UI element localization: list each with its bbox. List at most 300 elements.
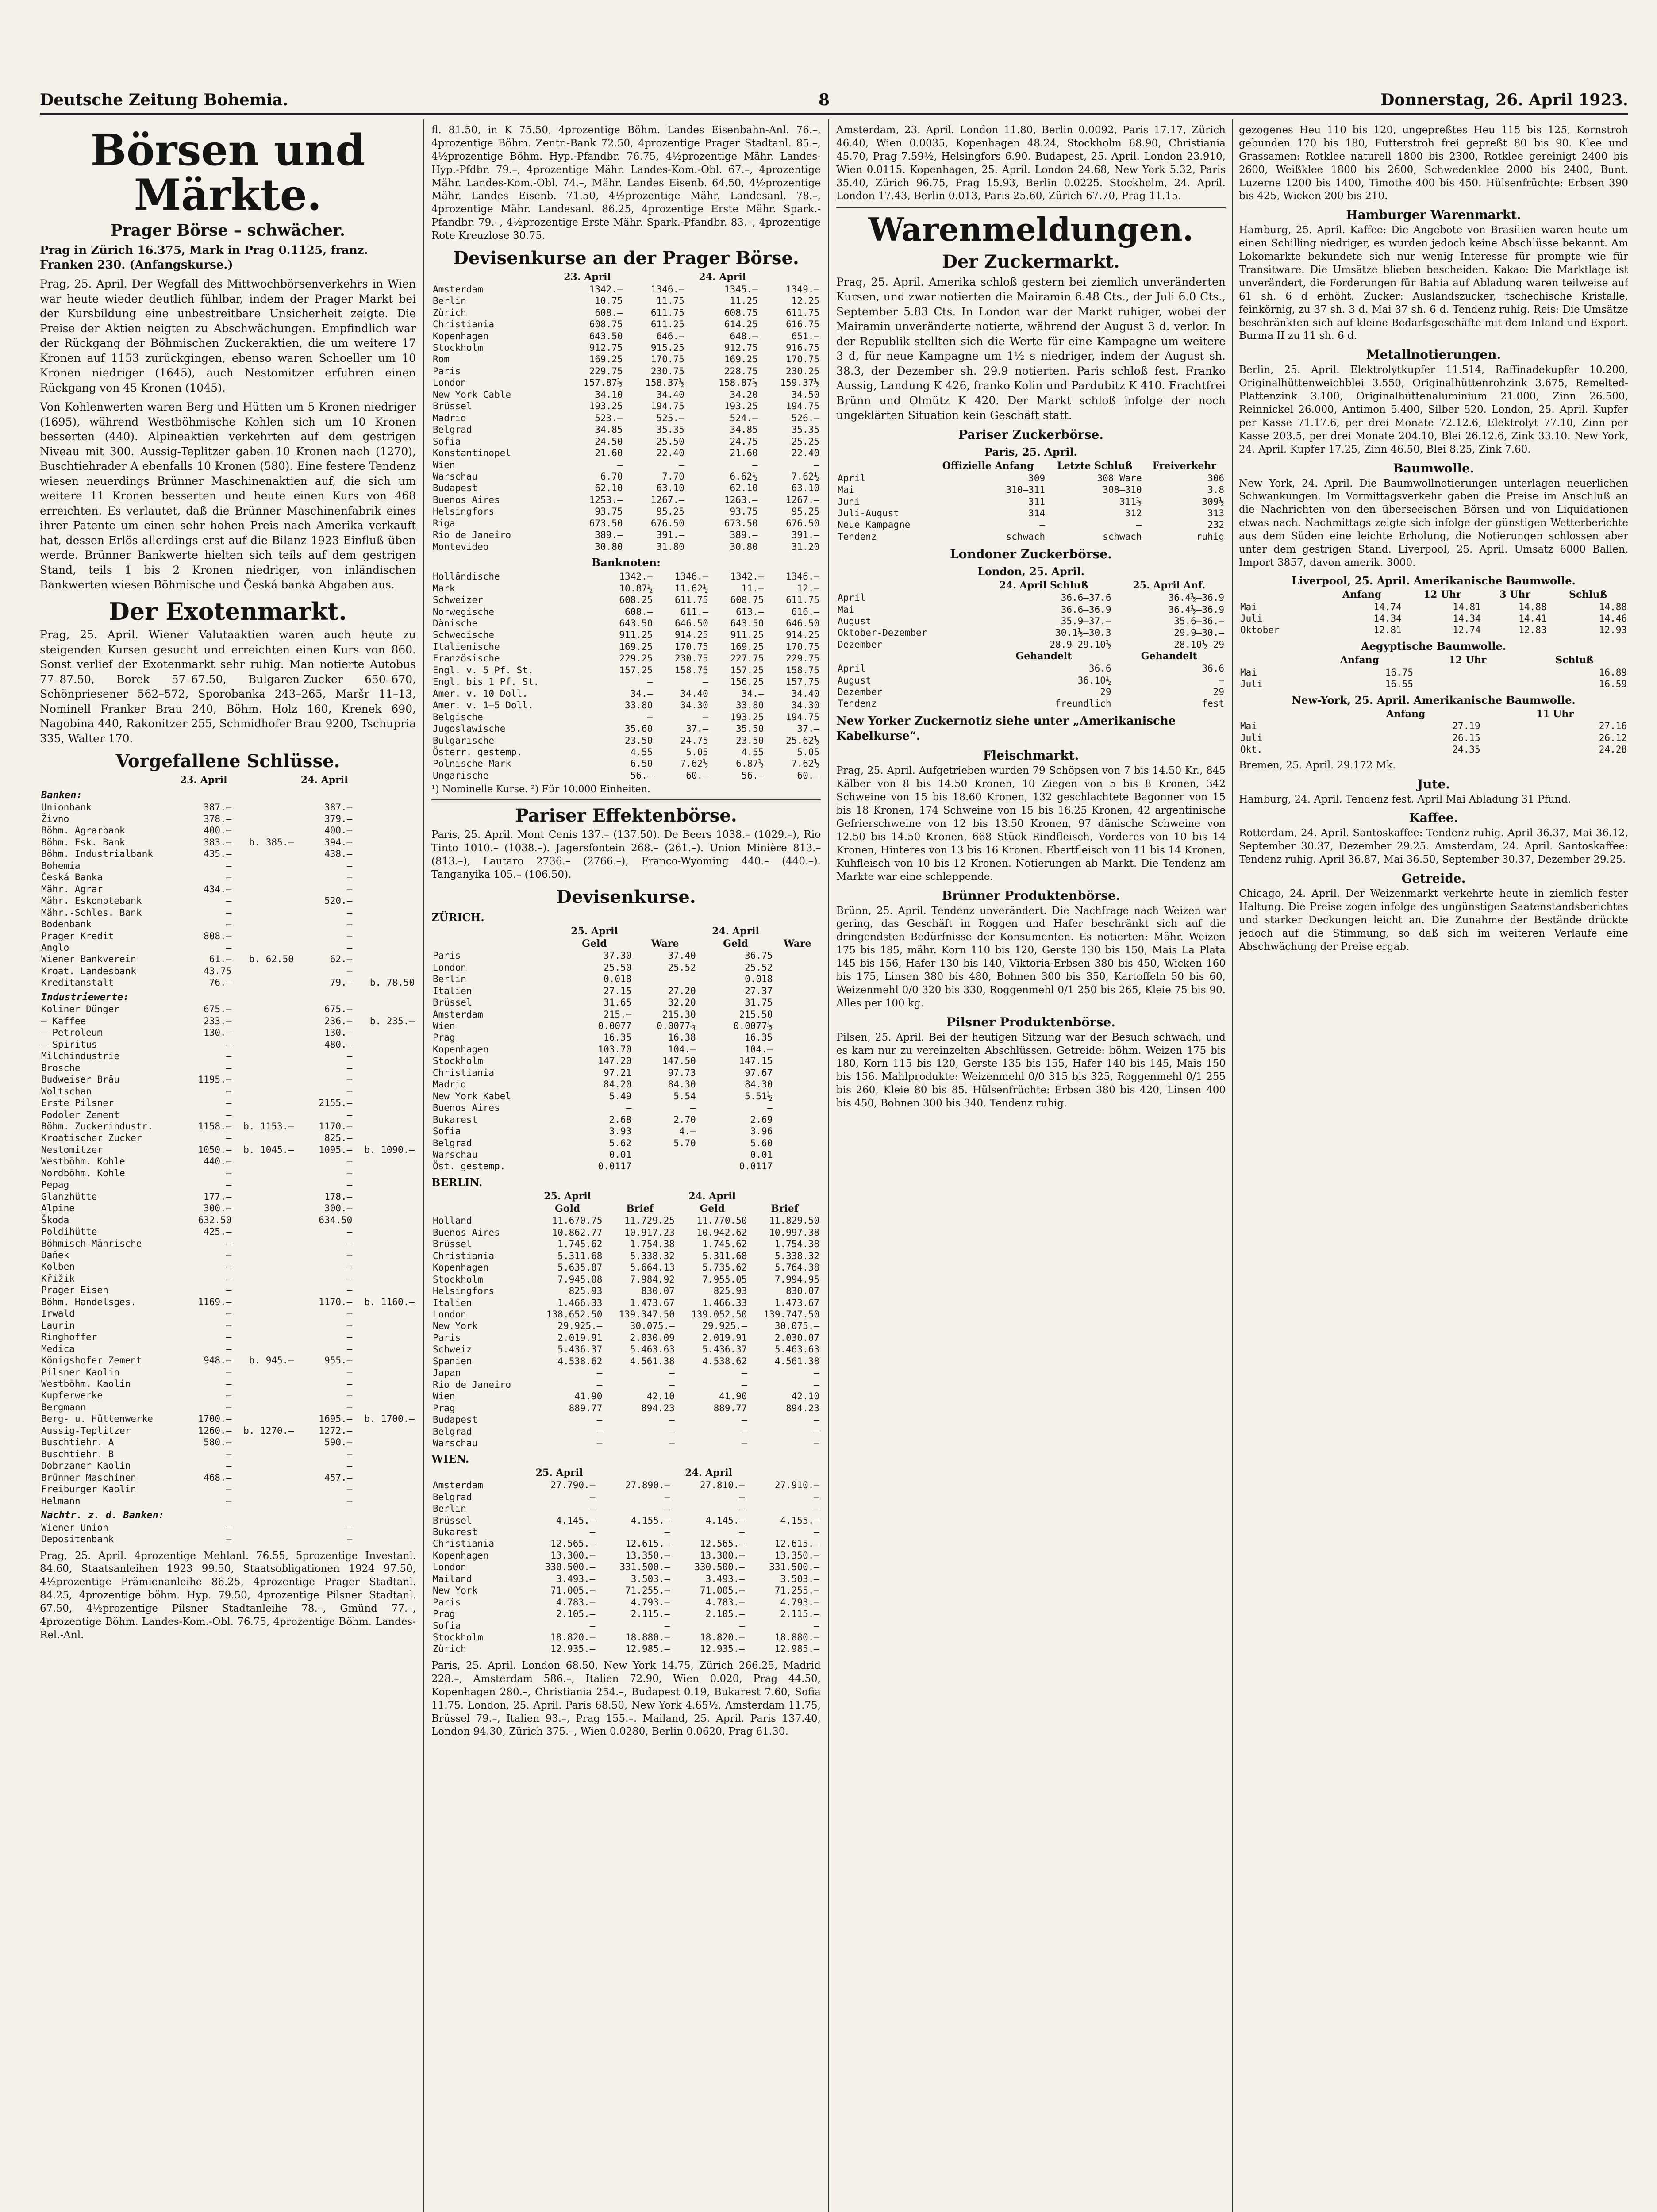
table-cell: 7.984.92 <box>630 1274 675 1285</box>
table-cell <box>354 1179 416 1190</box>
table-cell <box>233 872 295 883</box>
row-label: Königshofer Zement <box>41 1355 142 1366</box>
table-cell: – <box>690 1102 696 1114</box>
table-row <box>431 1297 821 1309</box>
table-cell: – <box>346 1285 353 1296</box>
table-cell <box>774 1044 821 1055</box>
table-cell: 10.942.62 <box>696 1227 747 1238</box>
table-cell: 0.0077½ <box>733 1021 773 1032</box>
pariser-effekten-text: Paris, 25. April. Mont Cenis 137.– (137.50). De Beers 1038.– (1029.–), Rio Tinto 1010.– (1038.–). Jagersfontein 268.– (261.–). Union Minière 813.– (813.–), Lautaro 2736.– (2766.–), Franco-Wyoming 440.– (440.–). Tanganyika 105.– (106.50). <box>431 829 821 880</box>
table-cell: – <box>346 1378 353 1389</box>
table-cell: b. 1270.– <box>243 1425 294 1436</box>
table-cell <box>233 1331 295 1343</box>
table-row <box>40 860 416 872</box>
table-cell: 1095.– <box>319 1144 353 1155</box>
table-cell: – <box>741 1414 747 1425</box>
table-cell: 1267.– <box>650 494 684 505</box>
row-label: London <box>433 962 466 973</box>
table-cell: 5.49 <box>609 1091 632 1102</box>
table-row <box>431 1102 821 1114</box>
table-row <box>1239 613 1628 624</box>
table-cell: – <box>346 1074 353 1085</box>
table-cell: 825.93 <box>569 1286 603 1297</box>
table-cell: freundlich <box>1055 698 1111 709</box>
table-cell: 4.155.– <box>780 1515 819 1526</box>
row-label: Wien <box>433 459 455 470</box>
table-header-row <box>1239 654 1628 667</box>
table-row <box>40 1249 416 1261</box>
table-row <box>431 400 821 412</box>
table-row <box>431 1009 821 1020</box>
table-row <box>431 950 821 961</box>
table-cell: 330.500.– <box>545 1562 596 1573</box>
table-cell: – <box>346 965 353 976</box>
table-cell: 10.917.23 <box>624 1227 675 1238</box>
table-cell <box>354 1355 416 1366</box>
column-header <box>836 580 975 592</box>
table-cell <box>354 965 416 977</box>
table-cell: 308 Ware <box>1097 472 1142 484</box>
row-label: Tendenz <box>838 531 877 542</box>
table-cell: 230.75 <box>674 653 708 664</box>
row-label: Buenos Aires <box>433 1102 500 1114</box>
table-cell: 331.500.– <box>619 1562 670 1573</box>
table-cell: 2.69 <box>750 1114 773 1125</box>
table-cell: 1342.– <box>589 284 623 295</box>
table-cell: – <box>346 1261 353 1272</box>
table-cell: 93.75 <box>730 506 758 517</box>
table-cell: 56.– <box>741 770 764 781</box>
row-label: Italien <box>433 985 472 996</box>
table-cell: – <box>741 1437 747 1448</box>
table-cell: – <box>346 1226 353 1237</box>
table-cell: 1.754.38 <box>630 1239 675 1250</box>
table-cell: 147.15 <box>739 1056 773 1067</box>
table-cell: 56.– <box>630 770 653 781</box>
column-header: 3 Uhr <box>1499 588 1530 600</box>
table-cell: 16.89 <box>1599 667 1627 678</box>
table-cell: 911.25 <box>730 630 764 641</box>
table-cell: 4.538.62 <box>702 1356 747 1367</box>
table-row <box>431 494 821 506</box>
table-row <box>431 307 821 319</box>
devisen-footnote: ¹) Nominelle Kurse. ²) Für 10.000 Einheiten. <box>431 784 650 795</box>
table-cell: 310–311 <box>1006 484 1046 495</box>
table-cell <box>354 1483 416 1495</box>
table-cell: 42.10 <box>791 1391 819 1402</box>
table-cell <box>233 1261 295 1272</box>
table-cell: 13.300.– <box>550 1550 596 1561</box>
column-header <box>1239 589 1321 601</box>
table-cell: – <box>814 1426 819 1437</box>
table-row <box>431 365 821 377</box>
table-cell: 16.35 <box>745 1032 773 1043</box>
row-label: Schweiz <box>433 1344 472 1355</box>
table-cell: 71.005.– <box>700 1585 745 1596</box>
row-label: Berlin <box>433 1503 466 1514</box>
column-header: 25. April <box>544 1190 592 1202</box>
devisen-prag-table <box>431 271 821 553</box>
table-row <box>40 1132 416 1144</box>
table-cell <box>774 1020 821 1032</box>
table-cell: 1050.– <box>198 1144 232 1155</box>
table-row <box>836 507 1226 519</box>
table-cell <box>233 1378 295 1390</box>
table-cell: b. 78.50 <box>369 977 415 988</box>
table-cell <box>233 825 295 836</box>
table-row <box>40 942 416 953</box>
table-cell <box>354 872 416 883</box>
table-row <box>40 1214 416 1226</box>
table-cell: 468.– <box>204 1472 232 1483</box>
table-row <box>431 1091 821 1102</box>
table-cell: – <box>226 895 232 906</box>
table-cell: 616.75 <box>786 319 819 330</box>
column-header <box>759 271 821 284</box>
article-exotenmarkt: Prag, 25. April. Wiener Valutaaktien waren auch heute zu steigenden Kursen gesucht und erreichten einen Kurs von 860. Sonst verlief der Exotenmarkt sehr ruhig. Man notierte Autobus 77–87.50, Borek 57–67.50, Bulgaren-Zucker 650–670, Schönpriesener 562–572, Sporobanka 243–265, Maršr 11–13, Nominell Franker Brau 240, Böhm. Holz 160, Krenek 690, Nagobina 440, Rakonitzer 255, Schmidhofer Brau 9200, Tschupria 335, Walter 170. <box>40 628 416 745</box>
table-cell: 309½ <box>1202 496 1224 507</box>
table-cell: 1169.– <box>198 1296 232 1307</box>
table-cell: 79.– <box>330 977 353 988</box>
table-row <box>836 663 1226 674</box>
table-cell: 4.793.– <box>780 1597 819 1608</box>
table-row <box>431 1114 821 1125</box>
table-cell: 634.50 <box>319 1214 353 1225</box>
table-header-row <box>40 774 416 787</box>
table-cell: 2.105.– <box>556 1609 596 1620</box>
table-cell <box>354 860 416 872</box>
table-row <box>431 1479 821 1491</box>
table-cell: 331.500.– <box>769 1562 819 1573</box>
row-label: Juni <box>838 496 860 507</box>
table-cell: 24.35 <box>1452 744 1480 755</box>
table-cell: 523.– <box>595 412 623 423</box>
table-cell: 170.75 <box>786 354 819 365</box>
column-header: Brief <box>626 1202 654 1214</box>
table-cell: 616.– <box>791 606 819 617</box>
table-row <box>431 653 821 664</box>
table-cell: 10.87½ <box>619 583 653 594</box>
table-cell: 643.50 <box>589 330 623 342</box>
table-cell <box>774 973 821 985</box>
table-cell: – <box>669 1437 675 1448</box>
row-label: Buschtiehr. A <box>41 1437 114 1448</box>
row-label: Pilsner Kaolin <box>41 1367 120 1378</box>
table-row <box>431 629 821 641</box>
table-cell <box>354 1003 416 1015</box>
table-cell: 18.820.– <box>700 1632 745 1643</box>
table-cell: – <box>814 1620 819 1631</box>
row-label: Kopenhagen <box>433 1550 489 1561</box>
row-label: Milchindustrie <box>41 1051 120 1062</box>
table-cell: – <box>346 1390 353 1401</box>
table-cell: – <box>346 1167 353 1179</box>
headline-baumwolle: Baumwolle. <box>1393 461 1474 476</box>
column-header <box>40 774 174 787</box>
table-row <box>431 770 821 781</box>
table-cell: 2.105.– <box>705 1609 745 1620</box>
table-cell: 71.005.– <box>550 1585 596 1596</box>
table-cell: 18.820.– <box>550 1632 596 1643</box>
table-row <box>40 837 416 848</box>
table-cell: – <box>1219 675 1224 686</box>
table-cell: – <box>596 1379 603 1390</box>
row-label: Brüssel <box>433 401 472 412</box>
table-row <box>431 1367 821 1379</box>
table-cell <box>774 1160 821 1172</box>
row-label: Kopenhagen <box>433 1262 489 1273</box>
table-row <box>836 592 1226 603</box>
row-label: Stockholm <box>433 1056 483 1067</box>
table-row <box>431 1585 821 1596</box>
article-pilsner-produkten: Pilsen, 25. April. Bei der heutigen Sitzung war der Besuch schwach, und es kam nur zu vereinzelten Abschlüssen. Getreide: böhm. Weizen 175 bis 180, Korn 115 bis 120, Gerste 135 bis 155, Hafer 140 bis 145, Mais 150 bis 156. Mahlprodukte: Weizenmehl 0/0 315 bis 325, Roggenmehl 0/1 255 bis 260, Kleie 80 bis 85. Hülsenfrüchte: Erbsen 380 bis 420, Linsen 400 bis 450, Bohnen 300 bis 340. Tendenz ruhig. <box>836 1031 1226 1110</box>
table-cell: 34.– <box>630 688 653 699</box>
table-cell: 27.19 <box>1452 721 1480 732</box>
table-cell: 62.10 <box>730 483 758 494</box>
table-cell: 825.93 <box>713 1286 747 1297</box>
table-cell <box>774 1032 821 1043</box>
table-cell: – <box>814 1437 819 1448</box>
table-cell <box>233 1156 295 1167</box>
column-header <box>604 1190 676 1203</box>
row-label: Italienische <box>433 641 500 652</box>
row-label: Wiener Union <box>41 1522 108 1533</box>
table-cell: 230.25 <box>786 365 819 376</box>
table-cell: – <box>596 1414 603 1425</box>
table-row <box>431 1067 821 1079</box>
column-header: 24. April <box>685 1467 732 1479</box>
row-label: Irwald <box>41 1308 75 1319</box>
row-label: Laurin <box>41 1320 75 1331</box>
table-cell: – <box>814 1491 819 1502</box>
row-label: Böhm. Agrarbank <box>41 825 125 836</box>
table-cell: 608.75 <box>730 595 764 606</box>
table-cell: – <box>669 1414 675 1425</box>
table-cell: 387.– <box>324 802 353 813</box>
row-label: London <box>433 1562 466 1573</box>
table-cell <box>354 1343 416 1355</box>
table-cell: 14.34 <box>1453 613 1481 624</box>
table-cell: 156.25 <box>730 676 764 687</box>
column-header: Letzte Schluß <box>1057 460 1133 472</box>
table-cell <box>354 1226 416 1237</box>
table-cell: 29.9–30.– <box>1174 627 1224 638</box>
row-label: Ringhoffer <box>41 1332 97 1343</box>
table-cell: – <box>226 1261 232 1272</box>
table-cell <box>354 1062 416 1074</box>
table-row <box>431 1227 821 1238</box>
table-cell: 60.– <box>686 770 708 781</box>
masthead-paper-name: Deutsche Zeitung Bohemia. <box>40 91 288 109</box>
table-cell <box>233 1027 295 1038</box>
table-row <box>431 1238 821 1250</box>
row-label: Engl. v. 5 Pf. St. <box>433 664 534 676</box>
table-cell: 194.75 <box>786 401 819 412</box>
table-row <box>431 735 821 746</box>
table-row <box>431 571 821 582</box>
row-label: Mai <box>838 484 854 495</box>
table-header-row <box>431 938 821 950</box>
table-row <box>40 883 416 895</box>
section-label: Banken: <box>41 789 82 801</box>
table-cell: 138.652.50 <box>546 1309 603 1320</box>
table-cell: 63.10 <box>791 483 819 494</box>
table-cell <box>354 1425 416 1436</box>
table-cell: 1695.– <box>319 1413 353 1425</box>
table-row <box>431 723 821 734</box>
row-label: Berlin <box>433 974 466 985</box>
row-label: Mähr. Agrar <box>41 883 103 895</box>
table-row <box>431 1320 821 1332</box>
table-cell: – <box>739 1526 745 1537</box>
table-cell: 675.– <box>324 1004 353 1015</box>
row-label: Paris <box>433 1597 461 1608</box>
table-cell: 306 <box>1207 472 1224 484</box>
table-cell: 27.20 <box>668 985 696 996</box>
table-row <box>836 639 1226 650</box>
table-cell <box>354 1050 416 1062</box>
table-cell <box>354 1522 416 1533</box>
table-cell: b. 1090.– <box>364 1144 415 1155</box>
table-cell <box>354 1436 416 1448</box>
table-cell: 31.75 <box>745 997 773 1008</box>
table-cell <box>774 950 821 961</box>
table-section-row <box>40 1507 416 1522</box>
row-label: Belgrad <box>433 1137 472 1148</box>
table-row <box>431 1285 821 1297</box>
table-cell: 169.25 <box>724 354 758 365</box>
column-header <box>774 926 821 938</box>
table-cell <box>354 1074 416 1085</box>
article-bruenner-produkten: Brünn, 25. April. Tendenz unverändert. Die Nachfrage nach Weizen war gering, das Geschäft in Roggen und Hafer beschränkt sich auf die dringendsten Bedürfnisse der Konsumenten. Es notierten: Mähr. Weizen 175 bis 185, mähr. Korn 110 bis 120, Gerste 130 bis 150, Mais La Plata 145 bis 156, Hafer 130 bis 140, Viktoria-Erbsen 380 bis 450, Wicken 160 bis 175, Linsen 380 bis 480, Bohnen 300 bis 350, Kartoffeln 50 bis 60, Weizenmehl 0/0 320 bis 330, Roggenmehl 0/1 250 bis 265, Kleie 75 bis 90. Alles per 100 kg. <box>836 905 1226 1009</box>
table-cell: 27.890.– <box>625 1480 670 1491</box>
table-cell: 229.75 <box>786 653 819 664</box>
table-row <box>431 1426 821 1437</box>
table-cell <box>354 1109 416 1121</box>
table-row <box>40 872 416 883</box>
table-row <box>836 496 1226 507</box>
table-row <box>40 1390 416 1401</box>
table-cell: 158.75 <box>674 664 708 676</box>
table-cell <box>633 973 697 985</box>
table-row <box>431 583 821 594</box>
table-cell: 36.6 <box>1202 663 1224 674</box>
section-title-waren: Warenmeldungen. <box>868 211 1194 249</box>
table-cell: 894.23 <box>641 1402 675 1413</box>
table-cell: – <box>739 1620 745 1631</box>
table-cell: – <box>647 676 653 687</box>
wien-table <box>431 1467 821 1655</box>
column-header <box>431 938 556 950</box>
table-cell <box>233 1495 295 1507</box>
table-row <box>431 518 821 529</box>
table-cell: 425.– <box>204 1226 232 1237</box>
table-cell: – <box>226 1367 232 1378</box>
table-cell <box>233 1249 295 1261</box>
table-row <box>431 1344 821 1355</box>
row-label: Montevideo <box>433 541 489 552</box>
table-cell: fest <box>1202 698 1224 709</box>
row-label: — Spiritus <box>41 1039 97 1050</box>
table-cell: 12.25 <box>791 296 819 307</box>
table-cell: 130.– <box>204 1027 232 1038</box>
row-label: Westböhm. Kaolin <box>41 1378 131 1389</box>
table-cell: 312 <box>1125 508 1142 519</box>
table-cell: 30.80 <box>730 541 758 552</box>
table-cell: 643.50 <box>730 618 764 629</box>
table-cell: 93.75 <box>595 506 623 517</box>
table-cell: 457.– <box>324 1472 353 1483</box>
row-label: Kolben <box>41 1261 75 1272</box>
table-cell: 30.1½–30.3 <box>1055 627 1111 638</box>
table-row <box>40 1472 416 1483</box>
table-cell: 27.16 <box>1599 721 1627 732</box>
table-cell: – <box>226 1320 232 1331</box>
table-cell <box>233 1402 295 1413</box>
table-row <box>431 1160 821 1172</box>
table-row <box>40 1413 416 1425</box>
table-cell: 84.30 <box>745 1079 773 1090</box>
headline-pilsner-produkten: Pilsner Produktenbörse. <box>946 1014 1116 1029</box>
table-cell: 0.01 <box>750 1149 773 1160</box>
table-cell: 830.07 <box>641 1286 675 1297</box>
column-header <box>748 1190 821 1203</box>
table-cell: 611.75 <box>650 307 684 318</box>
table-row <box>431 1503 821 1514</box>
table-cell <box>354 1167 416 1179</box>
table-cell: – <box>346 1320 353 1331</box>
anleihen-note: Prag, 25. April. 4prozentige Mehlanl. 76.55, 5prozentige Investanl. 84.60, Staatsanleihen 1923 99.50, Staatsobligationen 1924 97.50, 4½prozentige Prämienanleihe 86.25, 4prozentige Prager Stadtanl. 84.25, 4prozentige böhm. Hyp. 79.50, 4prozentige Pilsner Stadtanl. 67.50, 4½prozentige Pilsner Stadtanleihe 78.–, Gmünd 77.–, 4prozentige Böhm. Landes-Kom.-Obl. 76.75, 4prozentige Böhm. Landes-Rel.-Anl. <box>40 1550 416 1641</box>
table-cell: 170.75 <box>786 641 819 652</box>
table-cell: 71.255.– <box>625 1585 670 1596</box>
row-label: Bergmann <box>41 1402 86 1413</box>
table-row <box>431 1515 821 1526</box>
table-row <box>431 1032 821 1043</box>
table-cell <box>233 1202 295 1214</box>
row-label: Mai <box>838 604 854 615</box>
column-header: Brief <box>771 1202 799 1214</box>
wien-heading: WIEN. <box>431 1452 469 1466</box>
headline-devisenkurse: Devisenkurse. <box>556 886 696 907</box>
table-cell <box>233 918 295 930</box>
table-cell <box>354 1097 416 1109</box>
table-cell: 34.– <box>741 688 764 699</box>
headline-pariser-zucker: Pariser Zuckerbörse. <box>958 427 1104 442</box>
table-row <box>40 1495 416 1507</box>
table-cell: 11.– <box>741 583 764 594</box>
table-cell: – <box>226 1495 232 1506</box>
table-cell <box>774 1079 821 1090</box>
table-cell: 1.745.62 <box>702 1239 747 1250</box>
table-cell: 215.30 <box>662 1009 696 1020</box>
row-label: Christiania <box>433 1067 495 1078</box>
table-cell: 232 <box>1207 519 1224 530</box>
table-cell: 311 <box>1028 496 1046 507</box>
table-cell: 11.25 <box>730 296 758 307</box>
table-cell: – <box>226 1238 232 1249</box>
table-cell <box>354 930 416 942</box>
table-cell <box>233 1367 295 1378</box>
table-cell <box>233 1167 295 1179</box>
column-header <box>431 1203 531 1215</box>
table-cell: 7.62½ <box>680 758 708 769</box>
table-cell: 0.0117 <box>739 1161 773 1172</box>
row-label: Oktober-Dezember <box>838 627 927 638</box>
table-cell: – <box>346 1367 353 1378</box>
row-label: Warschau <box>433 1437 478 1448</box>
table-cell: – <box>346 1238 353 1249</box>
table-cell: 391.– <box>791 530 819 541</box>
